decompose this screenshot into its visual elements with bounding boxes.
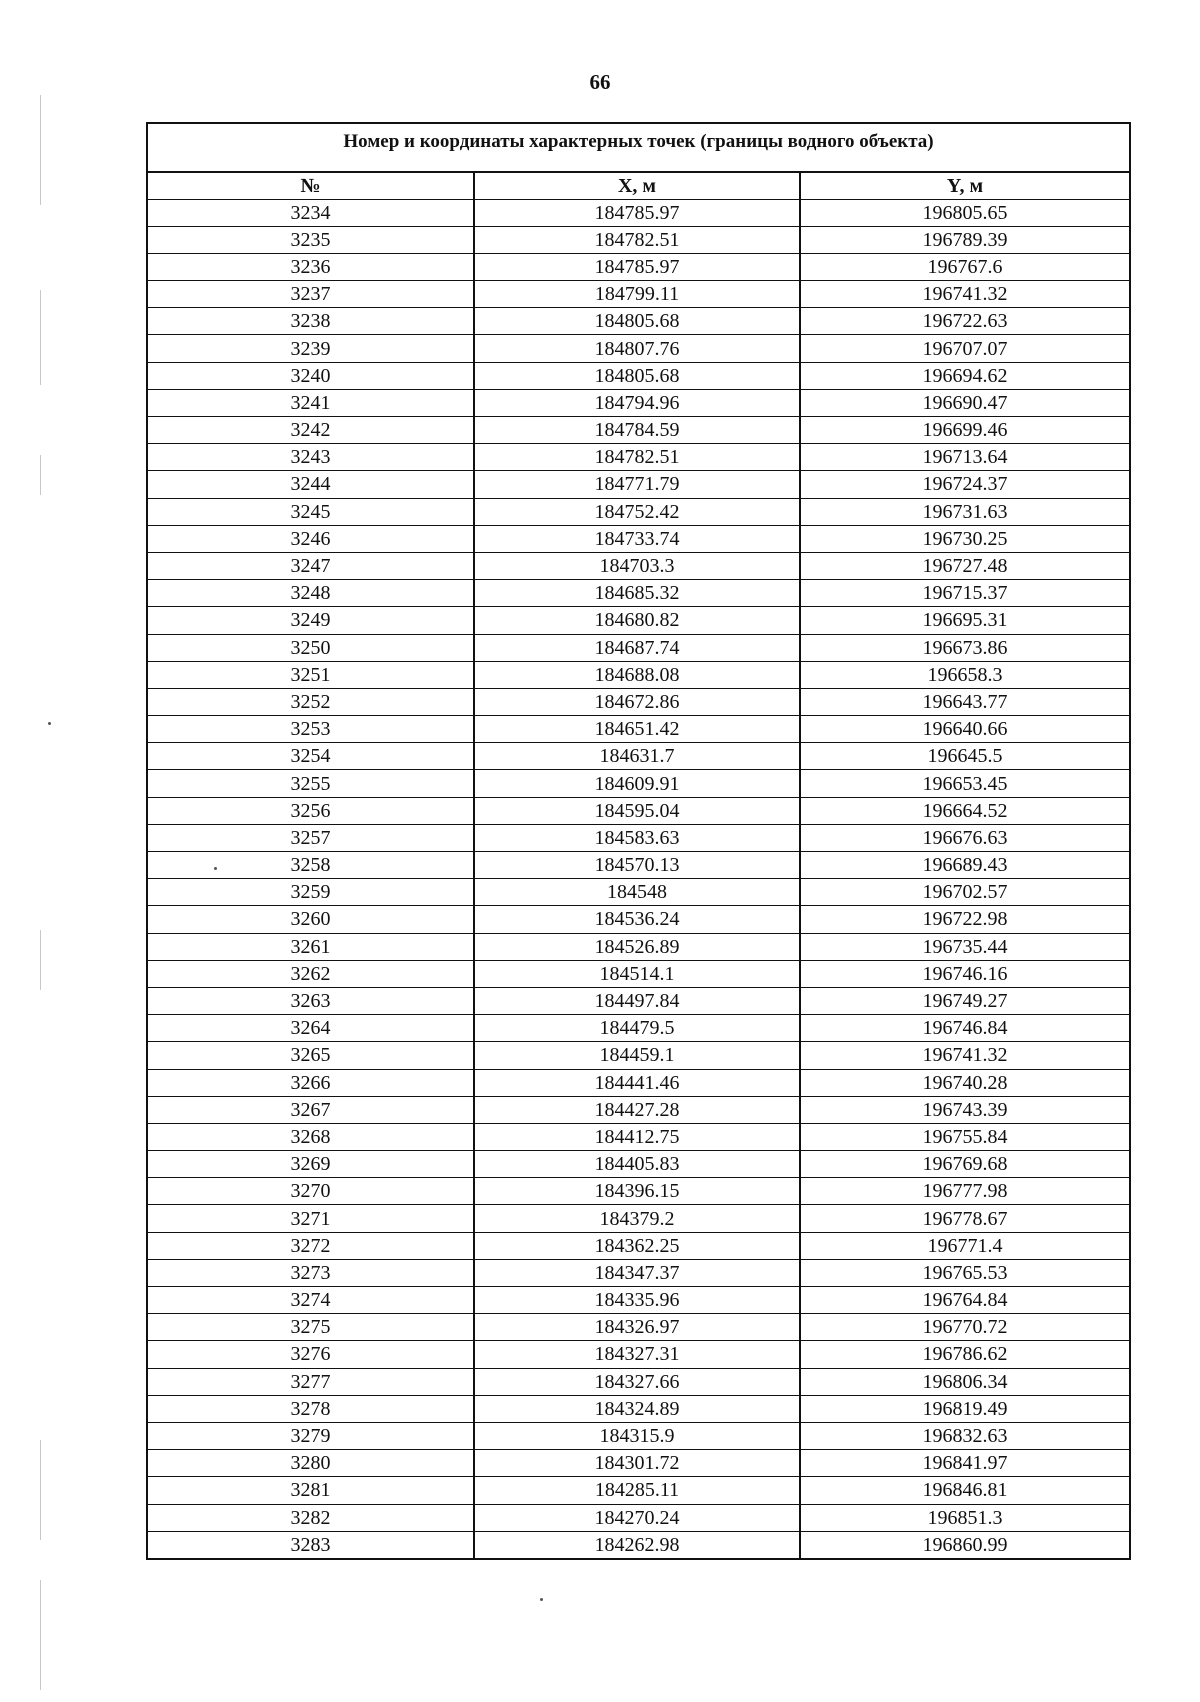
point-number: 3240 — [148, 362, 474, 389]
y-coordinate: 196664.52 — [800, 797, 1129, 824]
point-number: 3274 — [148, 1287, 474, 1314]
x-coordinate: 184782.51 — [474, 226, 800, 253]
table-row — [148, 1123, 1129, 1150]
x-coordinate: 184459.1 — [474, 1042, 800, 1069]
y-coordinate: 196653.45 — [800, 770, 1129, 797]
y-coordinate: 196741.32 — [800, 281, 1129, 308]
point-number: 3247 — [148, 552, 474, 579]
point-number: 3262 — [148, 960, 474, 987]
table-body — [148, 199, 1129, 1558]
y-coordinate: 196767.6 — [800, 253, 1129, 280]
table-row — [148, 797, 1129, 824]
y-coordinate: 196658.3 — [800, 661, 1129, 688]
point-number: 3257 — [148, 824, 474, 851]
y-coordinate: 196702.57 — [800, 879, 1129, 906]
x-coordinate: 184805.68 — [474, 308, 800, 335]
table-header-row — [148, 173, 1129, 199]
point-number: 3258 — [148, 852, 474, 879]
table-row — [148, 199, 1129, 226]
y-coordinate: 196769.68 — [800, 1151, 1129, 1178]
x-coordinate: 184784.59 — [474, 417, 800, 444]
table-row — [148, 688, 1129, 715]
y-coordinate: 196643.77 — [800, 688, 1129, 715]
table-row — [148, 1314, 1129, 1341]
y-coordinate: 196731.63 — [800, 498, 1129, 525]
point-number: 3263 — [148, 987, 474, 1014]
scan-margin-line — [40, 1580, 41, 1690]
scan-speck — [48, 722, 51, 725]
x-coordinate: 184412.75 — [474, 1123, 800, 1150]
table-row — [148, 852, 1129, 879]
x-coordinate: 184536.24 — [474, 906, 800, 933]
point-number: 3275 — [148, 1314, 474, 1341]
y-coordinate: 196846.81 — [800, 1477, 1129, 1504]
table-row — [148, 1477, 1129, 1504]
table-row — [148, 879, 1129, 906]
table-row — [148, 417, 1129, 444]
y-coordinate: 196832.63 — [800, 1422, 1129, 1449]
point-number: 3265 — [148, 1042, 474, 1069]
x-coordinate: 184285.11 — [474, 1477, 800, 1504]
x-coordinate: 184794.96 — [474, 389, 800, 416]
point-number: 3278 — [148, 1395, 474, 1422]
x-coordinate: 184570.13 — [474, 852, 800, 879]
table-row — [148, 308, 1129, 335]
table-row — [148, 1287, 1129, 1314]
point-number: 3259 — [148, 879, 474, 906]
point-number: 3237 — [148, 281, 474, 308]
y-coordinate: 196778.67 — [800, 1205, 1129, 1232]
point-number: 3252 — [148, 688, 474, 715]
point-number: 3234 — [148, 199, 474, 226]
y-coordinate: 196640.66 — [800, 716, 1129, 743]
table-row — [148, 1422, 1129, 1449]
x-coordinate: 184733.74 — [474, 525, 800, 552]
point-number: 3280 — [148, 1450, 474, 1477]
x-coordinate: 184785.97 — [474, 199, 800, 226]
point-number: 3254 — [148, 743, 474, 770]
x-coordinate: 184514.1 — [474, 960, 800, 987]
y-coordinate: 196770.72 — [800, 1314, 1129, 1341]
y-coordinate: 196740.28 — [800, 1069, 1129, 1096]
x-coordinate: 184301.72 — [474, 1450, 800, 1477]
table-row — [148, 906, 1129, 933]
table-row — [148, 471, 1129, 498]
y-coordinate: 196707.07 — [800, 335, 1129, 362]
table-row — [148, 444, 1129, 471]
table-row — [148, 1205, 1129, 1232]
y-coordinate: 196771.4 — [800, 1232, 1129, 1259]
y-coordinate: 196645.5 — [800, 743, 1129, 770]
y-coordinate: 196713.64 — [800, 444, 1129, 471]
point-number: 3270 — [148, 1178, 474, 1205]
x-coordinate: 184479.5 — [474, 1015, 800, 1042]
table-row — [148, 1504, 1129, 1531]
point-number: 3256 — [148, 797, 474, 824]
y-coordinate: 196746.84 — [800, 1015, 1129, 1042]
header-y: Y, м — [800, 173, 1129, 199]
y-coordinate: 196841.97 — [800, 1450, 1129, 1477]
point-number: 3268 — [148, 1123, 474, 1150]
table-row — [148, 253, 1129, 280]
x-coordinate: 184771.79 — [474, 471, 800, 498]
x-coordinate: 184680.82 — [474, 607, 800, 634]
x-coordinate: 184687.74 — [474, 634, 800, 661]
y-coordinate: 196749.27 — [800, 987, 1129, 1014]
x-coordinate: 184497.84 — [474, 987, 800, 1014]
point-number: 3246 — [148, 525, 474, 552]
scan-speck — [540, 1598, 543, 1601]
table-row — [148, 770, 1129, 797]
table-row — [148, 226, 1129, 253]
table-row — [148, 525, 1129, 552]
table-row — [148, 1531, 1129, 1558]
point-number: 3279 — [148, 1422, 474, 1449]
table-row — [148, 1015, 1129, 1042]
point-number: 3245 — [148, 498, 474, 525]
x-coordinate: 184262.98 — [474, 1531, 800, 1558]
table-row — [148, 743, 1129, 770]
point-number: 3266 — [148, 1069, 474, 1096]
point-number: 3269 — [148, 1151, 474, 1178]
table-row — [148, 552, 1129, 579]
y-coordinate: 196777.98 — [800, 1178, 1129, 1205]
y-coordinate: 196755.84 — [800, 1123, 1129, 1150]
y-coordinate: 196695.31 — [800, 607, 1129, 634]
point-number: 3250 — [148, 634, 474, 661]
y-coordinate: 196789.39 — [800, 226, 1129, 253]
point-number: 3272 — [148, 1232, 474, 1259]
x-coordinate: 184651.42 — [474, 716, 800, 743]
point-number: 3253 — [148, 716, 474, 743]
x-coordinate: 184548 — [474, 879, 800, 906]
header-number: № — [300, 174, 321, 197]
x-coordinate: 184807.76 — [474, 335, 800, 362]
scan-margin-line — [40, 290, 41, 385]
x-coordinate: 184703.3 — [474, 552, 800, 579]
table-row — [148, 1341, 1129, 1368]
header-x: X, м — [474, 173, 800, 199]
x-coordinate: 184688.08 — [474, 661, 800, 688]
table-row — [148, 1395, 1129, 1422]
x-coordinate: 184672.86 — [474, 688, 800, 715]
table-row — [148, 824, 1129, 851]
x-coordinate: 184326.97 — [474, 1314, 800, 1341]
table-row — [148, 281, 1129, 308]
x-coordinate: 184379.2 — [474, 1205, 800, 1232]
y-coordinate: 196764.84 — [800, 1287, 1129, 1314]
x-coordinate: 184752.42 — [474, 498, 800, 525]
point-number: 3243 — [148, 444, 474, 471]
table-row — [148, 1259, 1129, 1286]
point-number: 3239 — [148, 335, 474, 362]
y-coordinate: 196722.63 — [800, 308, 1129, 335]
point-number: 3244 — [148, 471, 474, 498]
table-row — [148, 607, 1129, 634]
point-number: 3282 — [148, 1504, 474, 1531]
table-row — [148, 1042, 1129, 1069]
table-row — [148, 1151, 1129, 1178]
point-number: 3273 — [148, 1259, 474, 1286]
x-coordinate: 184595.04 — [474, 797, 800, 824]
scan-margin-line — [40, 1440, 41, 1540]
point-number: 3283 — [148, 1531, 474, 1558]
x-coordinate: 184785.97 — [474, 253, 800, 280]
table-row — [148, 335, 1129, 362]
coordinates-table-frame — [146, 122, 1131, 1560]
x-coordinate: 184441.46 — [474, 1069, 800, 1096]
point-number: 3248 — [148, 580, 474, 607]
point-number: 3271 — [148, 1205, 474, 1232]
x-coordinate: 184799.11 — [474, 281, 800, 308]
x-coordinate: 184609.91 — [474, 770, 800, 797]
point-number: 3281 — [148, 1477, 474, 1504]
y-coordinate: 196765.53 — [800, 1259, 1129, 1286]
y-coordinate: 196722.98 — [800, 906, 1129, 933]
point-number: 3255 — [148, 770, 474, 797]
y-coordinate: 196727.48 — [800, 552, 1129, 579]
table-row — [148, 987, 1129, 1014]
table-caption: Номер и координаты характерных точек (границы водного объекта) — [148, 124, 1129, 173]
y-coordinate: 196741.32 — [800, 1042, 1129, 1069]
y-coordinate: 196851.3 — [800, 1504, 1129, 1531]
y-coordinate: 196673.86 — [800, 634, 1129, 661]
point-number: 3238 — [148, 308, 474, 335]
y-coordinate: 196743.39 — [800, 1096, 1129, 1123]
y-coordinate: 196699.46 — [800, 417, 1129, 444]
y-coordinate: 196735.44 — [800, 933, 1129, 960]
x-coordinate: 184427.28 — [474, 1096, 800, 1123]
x-coordinate: 184685.32 — [474, 580, 800, 607]
point-number: 3276 — [148, 1341, 474, 1368]
y-coordinate: 196690.47 — [800, 389, 1129, 416]
point-number: 3277 — [148, 1368, 474, 1395]
x-coordinate: 184805.68 — [474, 362, 800, 389]
point-number: 3251 — [148, 661, 474, 688]
x-coordinate: 184526.89 — [474, 933, 800, 960]
scan-margin-line — [40, 930, 41, 990]
y-coordinate: 196689.43 — [800, 852, 1129, 879]
table-row — [148, 960, 1129, 987]
x-coordinate: 184405.83 — [474, 1151, 800, 1178]
table-row — [148, 661, 1129, 688]
table-row — [148, 716, 1129, 743]
y-coordinate: 196746.16 — [800, 960, 1129, 987]
table-row — [148, 1096, 1129, 1123]
x-coordinate: 184631.7 — [474, 743, 800, 770]
x-coordinate: 184327.66 — [474, 1368, 800, 1395]
y-coordinate: 196676.63 — [800, 824, 1129, 851]
table-row — [148, 1232, 1129, 1259]
scan-margin-line — [40, 455, 41, 495]
x-coordinate: 184327.31 — [474, 1341, 800, 1368]
table-row — [148, 1450, 1129, 1477]
x-coordinate: 184270.24 — [474, 1504, 800, 1531]
table-row — [148, 1178, 1129, 1205]
y-coordinate: 196715.37 — [800, 580, 1129, 607]
point-number: 3267 — [148, 1096, 474, 1123]
point-number: 3264 — [148, 1015, 474, 1042]
y-coordinate: 196819.49 — [800, 1395, 1129, 1422]
point-number: 3235 — [148, 226, 474, 253]
page-number: 66 — [589, 70, 611, 94]
point-number: 3261 — [148, 933, 474, 960]
y-coordinate: 196694.62 — [800, 362, 1129, 389]
x-coordinate: 184347.37 — [474, 1259, 800, 1286]
point-number: 3236 — [148, 253, 474, 280]
table-row — [148, 580, 1129, 607]
table-row — [148, 498, 1129, 525]
point-number: 3241 — [148, 389, 474, 416]
y-coordinate: 196860.99 — [800, 1531, 1129, 1558]
x-coordinate: 184324.89 — [474, 1395, 800, 1422]
point-number: 3242 — [148, 417, 474, 444]
y-coordinate: 196724.37 — [800, 471, 1129, 498]
table-row — [148, 634, 1129, 661]
table-row — [148, 1368, 1129, 1395]
x-coordinate: 184335.96 — [474, 1287, 800, 1314]
y-coordinate: 196730.25 — [800, 525, 1129, 552]
y-coordinate: 196786.62 — [800, 1341, 1129, 1368]
y-coordinate: 196805.65 — [800, 199, 1129, 226]
table-row — [148, 389, 1129, 416]
coordinates-table — [148, 173, 1129, 1558]
scan-margin-line — [40, 95, 41, 205]
x-coordinate: 184362.25 — [474, 1232, 800, 1259]
x-coordinate: 184583.63 — [474, 824, 800, 851]
y-coordinate: 196806.34 — [800, 1368, 1129, 1395]
table-row — [148, 1069, 1129, 1096]
x-coordinate: 184315.9 — [474, 1422, 800, 1449]
x-coordinate: 184782.51 — [474, 444, 800, 471]
point-number: 3249 — [148, 607, 474, 634]
table-row — [148, 933, 1129, 960]
point-number: 3260 — [148, 906, 474, 933]
table-row — [148, 362, 1129, 389]
x-coordinate: 184396.15 — [474, 1178, 800, 1205]
